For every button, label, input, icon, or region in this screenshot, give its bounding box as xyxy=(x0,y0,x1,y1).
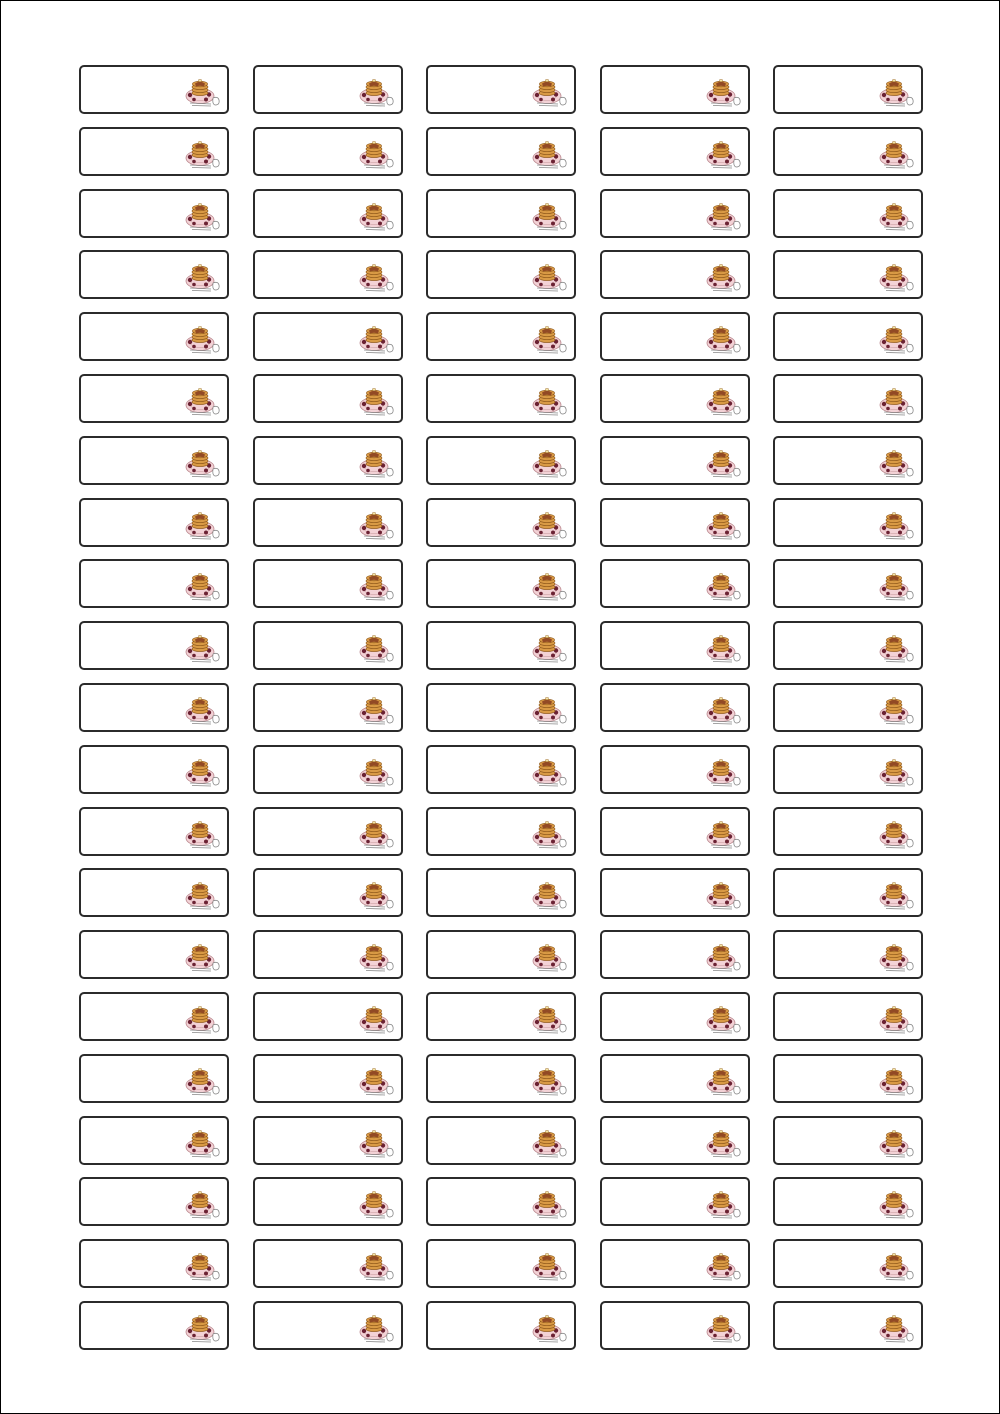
label-blank xyxy=(253,374,403,423)
label-blank xyxy=(253,436,403,485)
label-blank xyxy=(773,1054,923,1103)
pancake-stack-plate-icon xyxy=(878,630,916,664)
label-blank xyxy=(773,1239,923,1288)
label-blank xyxy=(253,189,403,238)
pancake-stack-plate-icon xyxy=(531,1125,569,1159)
pancake-stack-plate-icon xyxy=(705,507,743,541)
pancake-stack-plate-icon xyxy=(878,321,916,355)
label-blank xyxy=(600,1054,750,1103)
label-blank xyxy=(79,559,229,608)
label-blank xyxy=(79,868,229,917)
label-blank xyxy=(79,1116,229,1165)
pancake-stack-plate-icon xyxy=(705,74,743,108)
label-blank xyxy=(426,621,576,670)
pancake-stack-plate-icon xyxy=(705,321,743,355)
pancake-stack-plate-icon xyxy=(705,445,743,479)
pancake-stack-plate-icon xyxy=(184,939,222,973)
pancake-stack-plate-icon xyxy=(184,136,222,170)
label-blank xyxy=(253,621,403,670)
label-blank xyxy=(773,498,923,547)
label-blank xyxy=(79,127,229,176)
label-blank xyxy=(79,374,229,423)
label-blank xyxy=(79,807,229,856)
pancake-stack-plate-icon xyxy=(878,754,916,788)
pancake-stack-plate-icon xyxy=(878,1310,916,1344)
label-blank xyxy=(773,868,923,917)
label-blank xyxy=(773,65,923,114)
label-blank xyxy=(600,374,750,423)
label-blank xyxy=(79,312,229,361)
pancake-stack-plate-icon xyxy=(358,1310,396,1344)
label-blank xyxy=(426,745,576,794)
pancake-stack-plate-icon xyxy=(878,507,916,541)
label-blank xyxy=(426,868,576,917)
label-blank xyxy=(426,127,576,176)
pancake-stack-plate-icon xyxy=(531,630,569,664)
label-blank xyxy=(79,1054,229,1103)
pancake-stack-plate-icon xyxy=(705,1125,743,1159)
label-blank xyxy=(600,127,750,176)
pancake-stack-plate-icon xyxy=(358,383,396,417)
pancake-stack-plate-icon xyxy=(531,939,569,973)
pancake-stack-plate-icon xyxy=(358,692,396,726)
label-blank xyxy=(253,807,403,856)
label-blank xyxy=(600,65,750,114)
label-blank xyxy=(600,189,750,238)
label-blank xyxy=(426,930,576,979)
label-blank xyxy=(600,1177,750,1226)
pancake-stack-plate-icon xyxy=(531,1001,569,1035)
pancake-stack-plate-icon xyxy=(705,630,743,664)
pancake-stack-plate-icon xyxy=(184,1186,222,1220)
pancake-stack-plate-icon xyxy=(184,630,222,664)
label-blank xyxy=(253,559,403,608)
pancake-stack-plate-icon xyxy=(531,74,569,108)
pancake-stack-plate-icon xyxy=(184,816,222,850)
label-blank xyxy=(600,559,750,608)
pancake-stack-plate-icon xyxy=(878,74,916,108)
pancake-stack-plate-icon xyxy=(184,383,222,417)
label-blank xyxy=(600,992,750,1041)
label-blank xyxy=(773,374,923,423)
label-grid xyxy=(79,65,923,1350)
pancake-stack-plate-icon xyxy=(358,1248,396,1282)
label-blank xyxy=(426,250,576,299)
pancake-stack-plate-icon xyxy=(531,1186,569,1220)
label-blank xyxy=(79,745,229,794)
pancake-stack-plate-icon xyxy=(531,321,569,355)
pancake-stack-plate-icon xyxy=(184,754,222,788)
label-blank xyxy=(426,374,576,423)
label-blank xyxy=(426,992,576,1041)
pancake-stack-plate-icon xyxy=(705,1001,743,1035)
pancake-stack-plate-icon xyxy=(184,692,222,726)
label-blank xyxy=(426,807,576,856)
pancake-stack-plate-icon xyxy=(531,1248,569,1282)
pancake-stack-plate-icon xyxy=(878,259,916,293)
pancake-stack-plate-icon xyxy=(358,321,396,355)
pancake-stack-plate-icon xyxy=(878,568,916,602)
label-blank xyxy=(253,930,403,979)
label-blank xyxy=(600,312,750,361)
pancake-stack-plate-icon xyxy=(358,816,396,850)
pancake-stack-plate-icon xyxy=(531,1063,569,1097)
pancake-stack-plate-icon xyxy=(705,754,743,788)
label-blank xyxy=(600,436,750,485)
pancake-stack-plate-icon xyxy=(705,568,743,602)
pancake-stack-plate-icon xyxy=(705,259,743,293)
label-blank xyxy=(773,1301,923,1350)
label-blank xyxy=(773,621,923,670)
pancake-stack-plate-icon xyxy=(878,198,916,232)
pancake-stack-plate-icon xyxy=(358,1063,396,1097)
label-blank xyxy=(426,1239,576,1288)
pancake-stack-plate-icon xyxy=(878,692,916,726)
label-blank xyxy=(426,498,576,547)
pancake-stack-plate-icon xyxy=(878,816,916,850)
pancake-stack-plate-icon xyxy=(531,754,569,788)
pancake-stack-plate-icon xyxy=(705,692,743,726)
pancake-stack-plate-icon xyxy=(358,630,396,664)
label-blank xyxy=(79,1301,229,1350)
label-blank xyxy=(79,189,229,238)
pancake-stack-plate-icon xyxy=(878,939,916,973)
pancake-stack-plate-icon xyxy=(705,383,743,417)
label-blank xyxy=(600,1239,750,1288)
pancake-stack-plate-icon xyxy=(878,1186,916,1220)
pancake-stack-plate-icon xyxy=(531,692,569,726)
label-blank xyxy=(773,436,923,485)
pancake-stack-plate-icon xyxy=(705,1186,743,1220)
pancake-stack-plate-icon xyxy=(705,198,743,232)
label-blank xyxy=(773,1116,923,1165)
pancake-stack-plate-icon xyxy=(531,259,569,293)
label-blank xyxy=(426,1301,576,1350)
label-blank xyxy=(773,745,923,794)
label-blank xyxy=(253,745,403,794)
label-blank xyxy=(600,930,750,979)
label-blank xyxy=(79,65,229,114)
pancake-stack-plate-icon xyxy=(531,198,569,232)
pancake-stack-plate-icon xyxy=(358,1186,396,1220)
label-blank xyxy=(773,683,923,732)
pancake-stack-plate-icon xyxy=(878,1125,916,1159)
label-blank xyxy=(773,312,923,361)
label-blank xyxy=(426,1054,576,1103)
pancake-stack-plate-icon xyxy=(184,568,222,602)
pancake-stack-plate-icon xyxy=(531,507,569,541)
pancake-stack-plate-icon xyxy=(878,1063,916,1097)
label-blank xyxy=(600,1301,750,1350)
pancake-stack-plate-icon xyxy=(358,1001,396,1035)
pancake-stack-plate-icon xyxy=(358,445,396,479)
pancake-stack-plate-icon xyxy=(531,383,569,417)
pancake-stack-plate-icon xyxy=(184,877,222,911)
pancake-stack-plate-icon xyxy=(358,136,396,170)
pancake-stack-plate-icon xyxy=(531,1310,569,1344)
label-blank xyxy=(600,1116,750,1165)
label-blank xyxy=(600,250,750,299)
pancake-stack-plate-icon xyxy=(358,74,396,108)
pancake-stack-plate-icon xyxy=(184,198,222,232)
pancake-stack-plate-icon xyxy=(878,136,916,170)
label-blank xyxy=(253,1239,403,1288)
label-blank xyxy=(426,65,576,114)
pancake-stack-plate-icon xyxy=(184,1125,222,1159)
label-blank xyxy=(253,1054,403,1103)
label-blank xyxy=(600,498,750,547)
pancake-stack-plate-icon xyxy=(531,816,569,850)
pancake-stack-plate-icon xyxy=(705,1063,743,1097)
label-blank xyxy=(253,498,403,547)
pancake-stack-plate-icon xyxy=(878,1248,916,1282)
label-blank xyxy=(426,559,576,608)
label-blank xyxy=(600,745,750,794)
label-blank xyxy=(773,807,923,856)
pancake-stack-plate-icon xyxy=(531,136,569,170)
label-blank xyxy=(253,1116,403,1165)
label-blank xyxy=(426,1177,576,1226)
label-blank xyxy=(253,1177,403,1226)
label-blank xyxy=(79,1239,229,1288)
pancake-stack-plate-icon xyxy=(531,877,569,911)
pancake-stack-plate-icon xyxy=(358,259,396,293)
pancake-stack-plate-icon xyxy=(358,198,396,232)
label-blank xyxy=(773,189,923,238)
label-blank xyxy=(253,868,403,917)
pancake-stack-plate-icon xyxy=(705,816,743,850)
label-blank xyxy=(773,930,923,979)
label-blank xyxy=(79,621,229,670)
pancake-stack-plate-icon xyxy=(184,1248,222,1282)
pancake-stack-plate-icon xyxy=(705,136,743,170)
pancake-stack-plate-icon xyxy=(358,507,396,541)
pancake-stack-plate-icon xyxy=(358,939,396,973)
pancake-stack-plate-icon xyxy=(705,1310,743,1344)
pancake-stack-plate-icon xyxy=(358,1125,396,1159)
label-blank xyxy=(773,559,923,608)
pancake-stack-plate-icon xyxy=(358,877,396,911)
label-blank xyxy=(426,312,576,361)
pancake-stack-plate-icon xyxy=(184,507,222,541)
label-blank xyxy=(773,992,923,1041)
label-blank xyxy=(600,868,750,917)
pancake-stack-plate-icon xyxy=(705,877,743,911)
label-blank xyxy=(426,189,576,238)
pancake-stack-plate-icon xyxy=(705,939,743,973)
label-blank xyxy=(253,127,403,176)
pancake-stack-plate-icon xyxy=(184,445,222,479)
label-blank xyxy=(79,683,229,732)
pancake-stack-plate-icon xyxy=(184,74,222,108)
pancake-stack-plate-icon xyxy=(878,1001,916,1035)
pancake-stack-plate-icon xyxy=(878,877,916,911)
label-blank xyxy=(600,621,750,670)
pancake-stack-plate-icon xyxy=(878,445,916,479)
pancake-stack-plate-icon xyxy=(531,568,569,602)
label-blank xyxy=(79,498,229,547)
label-blank xyxy=(600,683,750,732)
pancake-stack-plate-icon xyxy=(531,445,569,479)
label-blank xyxy=(773,250,923,299)
label-blank xyxy=(600,807,750,856)
label-blank xyxy=(426,1116,576,1165)
label-blank xyxy=(253,683,403,732)
label-blank xyxy=(426,436,576,485)
pancake-stack-plate-icon xyxy=(184,321,222,355)
pancake-stack-plate-icon xyxy=(358,754,396,788)
pancake-stack-plate-icon xyxy=(358,568,396,602)
label-blank xyxy=(253,65,403,114)
pancake-stack-plate-icon xyxy=(184,1310,222,1344)
pancake-stack-plate-icon xyxy=(878,383,916,417)
label-blank xyxy=(426,683,576,732)
pancake-stack-plate-icon xyxy=(184,1001,222,1035)
label-blank xyxy=(253,1301,403,1350)
label-blank xyxy=(773,127,923,176)
pancake-stack-plate-icon xyxy=(184,1063,222,1097)
label-blank xyxy=(773,1177,923,1226)
label-blank xyxy=(79,436,229,485)
label-blank xyxy=(79,1177,229,1226)
pancake-stack-plate-icon xyxy=(705,1248,743,1282)
pancake-stack-plate-icon xyxy=(184,259,222,293)
label-blank xyxy=(79,992,229,1041)
label-blank xyxy=(79,930,229,979)
label-blank xyxy=(253,992,403,1041)
label-blank xyxy=(79,250,229,299)
label-blank xyxy=(253,312,403,361)
label-blank xyxy=(253,250,403,299)
